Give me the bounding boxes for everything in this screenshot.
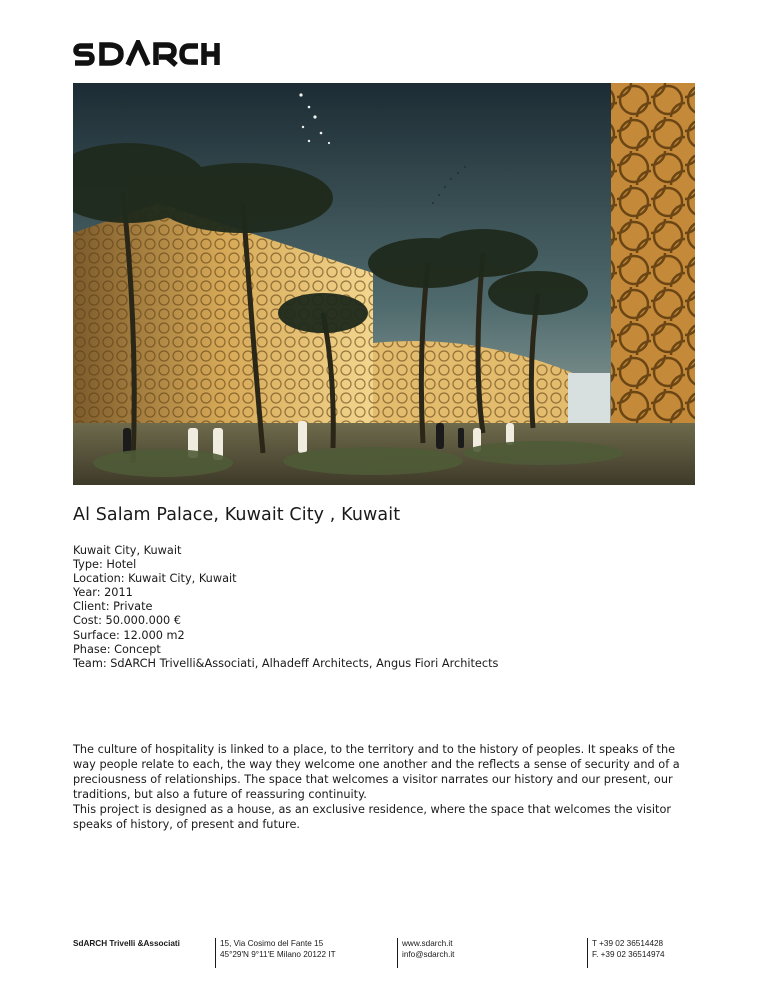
footer-company	[73, 938, 180, 949]
description-paragraph: This project is designed as a house, as an exclusive residence, where the space that welcomes the visitor speaks of history, of present and future.	[73, 803, 672, 831]
footer-phone	[587, 938, 665, 968]
website-link[interactable]: www.sdarch.it	[402, 939, 453, 948]
spec-location: Location: Kuwait City, Kuwait	[73, 572, 237, 586]
spec-type: Type: Hotel	[73, 558, 137, 572]
description-paragraph: The culture of hospitality is linked to a place, to the territory and to the history of peoples. It speaks of the way people relate to each, the way they welcome one another and the reflects a sense of security and of a preciousness of relationships. The space that welcomes a visitor narrates our history and our present, our traditions, but also a future of reassuring continuity.	[73, 743, 680, 801]
sdarch-logo	[73, 40, 221, 68]
spec-surface: Surface: 12.000 m2	[73, 628, 185, 642]
fax-number: F. +39 02 36514974	[592, 950, 665, 959]
project-description	[73, 742, 693, 832]
spec-phase: Phase: Concept	[73, 642, 161, 656]
spec-year: Year: 2011	[73, 586, 133, 600]
spec-location-heading: Kuwait City, Kuwait	[73, 544, 182, 557]
project-specs	[73, 544, 498, 671]
spec-cost: Cost: 50.000.000 €	[73, 614, 181, 628]
spec-client: Client: Private	[73, 600, 153, 614]
address-line-2: 45°29'N 9°11'E Milano 20122 IT	[220, 950, 336, 959]
address-line-1: 15, Via Cosimo del Fante 15	[220, 939, 324, 948]
footer-address	[215, 938, 336, 968]
company-name: SdARCH Trivelli &Associati	[73, 939, 180, 948]
phone-number: T +39 02 36514428	[592, 939, 664, 948]
project-title: Al Salam Palace, Kuwait City , Kuwait	[73, 505, 401, 525]
footer-web	[397, 938, 454, 968]
project-rendering	[73, 83, 695, 485]
email-link[interactable]: info@sdarch.it	[402, 950, 455, 959]
spec-team: Team: SdARCH Trivelli&Associati, Alhadeff Architects, Angus Fiori Architects	[73, 656, 499, 670]
